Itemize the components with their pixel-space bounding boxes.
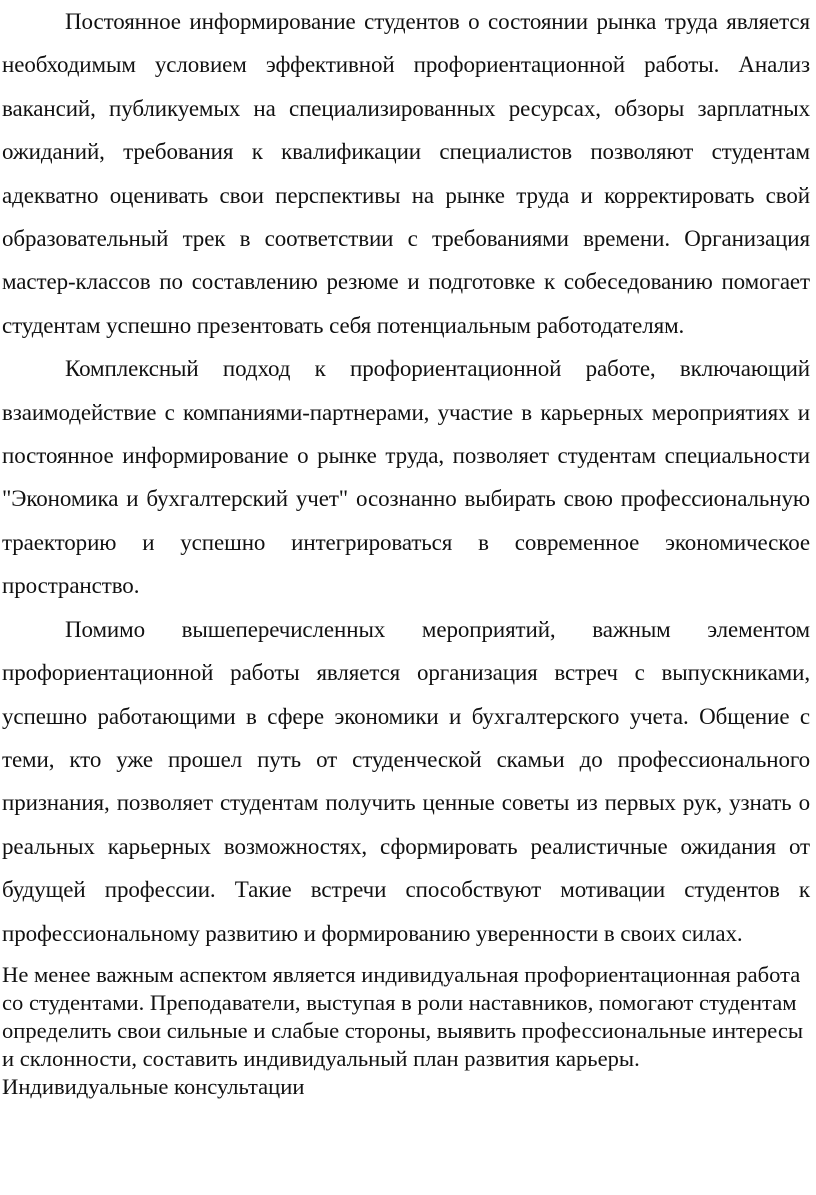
paragraph-alumni-meetings: Помимо вышеперечисленных мероприятий, важным элементом профориентационной работы является организация встреч с выпускниками, успешно работающими в сфере экономики и бухгалтерского учета. Общение с теми, кто уже прошел путь от студенческой скамьи до профессионального признания, позволяет студентам получить ценные советы из первых рук, узнать о реальных карьерных возможностях, сформировать реалистичные ожидания от будущей профессии. Такие встречи способствуют мотивации студентов к профессиональному развитию и формированию уверенности в своих силах. [2,616,810,946]
paragraph-labor-market-info: Постоянное информирование студентов о состоянии рынка труда является необходимым условием эффективной профориентационной работы. Анализ вакансий, публикуемых на специализированных ресурсах, обзоры зарплатных ожиданий, требования к квалификации специалистов позволяют студентам адекватно оценивать свои перспективы на рынке труда и корректировать свой образовательный трек в соответствии с требованиями времени. Организация мастер-классов по составлению резюме и подготовке к собеседованию помогает студентам успешно презентовать себя потенциальным работодателям. [2,9,810,338]
paragraph-individual-work: Не менее важным аспектом является индивидуальная профориентационная работа со студентами. Преподаватели, выступая в роли наставников, помогают студентам определить свои сильные и слабые стороны, выявить профессиональные интересы и склонности, составить индивидуальный план развития карьеры. Индивидуальные консультации [2,961,804,1099]
paragraph-complex-approach: Комплексный подход к профориентационной работе, включающий взаимодействие с компаниями-партнерами, участие в карьерных мероприятиях и постоянное информирование о рынке труда, позволяет студентам специальности "Экономика и бухгалтерский учет" осознанно выбирать свою профессиональную траекторию и успешно интегрироваться в современное экономическое пространство. [2,356,810,599]
